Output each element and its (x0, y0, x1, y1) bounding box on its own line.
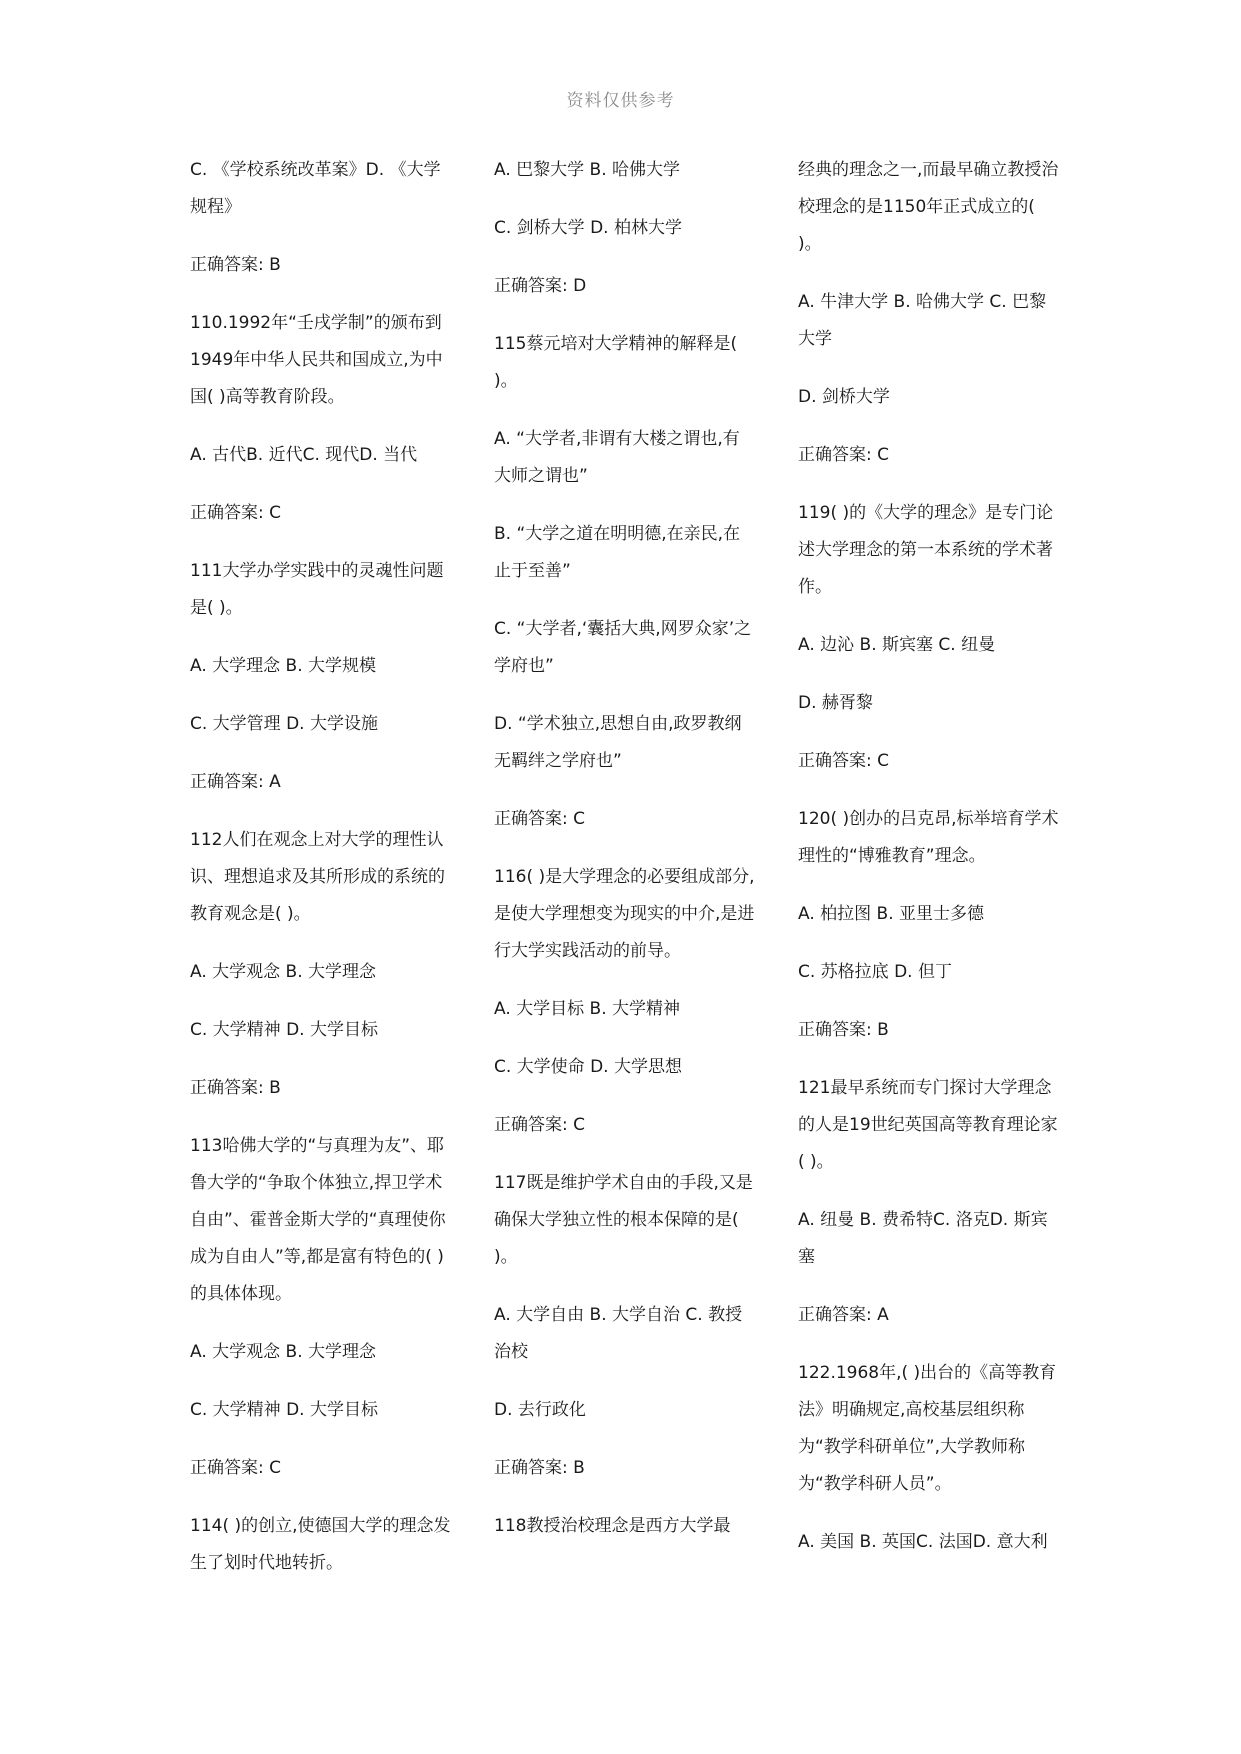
option-line: C. 大学精神 D. 大学目标 (190, 1020, 378, 1040)
question-text: 111大学办学实践中的灵魂性问题是( )。 (190, 561, 444, 618)
answer-line: 正确答案: B (190, 1078, 281, 1098)
question-text: 经典的理念之一,而最早确立教授治校理念的是1150年正式成立的( )。 (798, 160, 1059, 254)
option-line: C. 大学精神 D. 大学目标 (190, 1400, 378, 1420)
option-line: D. “学术独立,思想自由,政罗教纲无羁绊之学府也” (494, 714, 742, 771)
option-line: D. 剑桥大学 (798, 387, 890, 407)
answer-line: 正确答案: C (190, 503, 282, 523)
option-line: D. 去行政化 (494, 1400, 586, 1420)
answer-line: 正确答案: C (190, 1458, 282, 1478)
answer-line: 正确答案: B (494, 1458, 585, 1478)
answer-line: 正确答案: A (798, 1305, 889, 1325)
answer-line: 正确答案: D (494, 276, 587, 296)
question-text: 122.1968年,( )出台的《高等教育法》明确规定,高校基层组织称为“教学科研单位”,大学教师称为“教学科研人员”。 (798, 1363, 1057, 1494)
text-column-1 (190, 152, 452, 1603)
answer-line: 正确答案: A (190, 772, 281, 792)
option-line: A. 大学理念 B. 大学规模 (190, 656, 377, 676)
option-line: B. “大学之道在明明德,在亲民,在止于至善” (494, 524, 741, 581)
option-line: C. 苏格拉底 D. 但丁 (798, 962, 952, 982)
option-line: A. 纽曼 B. 费希特C. 洛克D. 斯宾塞 (798, 1210, 1048, 1267)
question-text: 119( )的《大学的理念》是专门论述大学理念的第一本系统的学术著作。 (798, 503, 1054, 597)
answer-line: 正确答案: B (190, 255, 281, 275)
option-line: A. 边沁 B. 斯宾塞 C. 纽曼 (798, 635, 996, 655)
question-text: 121最早系统而专门探讨大学理念的人是19世纪英国高等教育理论家( )。 (798, 1078, 1058, 1172)
option-line: A. 巴黎大学 B. 哈佛大学 (494, 160, 681, 180)
question-text: 116( )是大学理念的必要组成部分,是使大学理想变为现实的中介,是进行大学实践活动的前导。 (494, 867, 755, 961)
option-line: C. 《学校系统改革案》D. 《大学规程》 (190, 160, 441, 217)
option-line: A. 大学自由 B. 大学自治 C. 教授治校 (494, 1305, 743, 1362)
answer-line: 正确答案: C (494, 1115, 586, 1135)
option-line: A. 柏拉图 B. 亚里士多德 (798, 904, 985, 924)
question-text: 115蔡元培对大学精神的解释是( )。 (494, 334, 738, 391)
option-line: A. 大学目标 B. 大学精神 (494, 999, 681, 1019)
answer-line: 正确答案: C (798, 445, 890, 465)
option-line: C. 剑桥大学 D. 柏林大学 (494, 218, 682, 238)
question-text: 113哈佛大学的“与真理为友”、耶鲁大学的“争取个体独立,捍卫学术自由”、霍普金斯大学的“真理使你成为自由人”等,都是富有特色的( )的具体体现。 (190, 1136, 446, 1304)
answer-line: 正确答案: C (798, 751, 890, 771)
question-text: 118教授治校理念是西方大学最 (494, 1516, 731, 1536)
answer-line: 正确答案: B (798, 1020, 889, 1040)
answer-line: 正确答案: C (494, 809, 586, 829)
option-line: C. “大学者,‘囊括大典,网罗众家’之学府也” (494, 619, 752, 676)
text-column-3 (798, 152, 1060, 1582)
question-text: 112人们在观念上对大学的理性认识、理想追求及其所形成的系统的教育观念是( )。 (190, 830, 445, 924)
option-line: A. 大学观念 B. 大学理念 (190, 962, 377, 982)
option-line: A. 古代B. 近代C. 现代D. 当代 (190, 445, 418, 465)
option-line: A. 牛津大学 B. 哈佛大学 C. 巴黎大学 (798, 292, 1047, 349)
question-text: 110.1992年“壬戌学制”的颁布到1949年中华人民共和国成立,为中国( )高等教育阶段。 (190, 313, 443, 407)
question-text: 114( )的创立,使德国大学的理念发生了划时代地转折。 (190, 1516, 451, 1573)
option-line: D. 赫胥黎 (798, 693, 873, 713)
question-text: 117既是维护学术自由的手段,又是确保大学独立性的根本保障的是( )。 (494, 1173, 753, 1267)
question-text: 120( )创办的吕克昂,标举培育学术理性的“博雅教育”理念。 (798, 809, 1059, 866)
text-column-2 (494, 152, 756, 1566)
option-line: A. 大学观念 B. 大学理念 (190, 1342, 377, 1362)
option-line: A. “大学者,非谓有大楼之谓也,有大师之谓也” (494, 429, 740, 486)
page-header: 资料仅供参考 (566, 91, 675, 111)
option-line: A. 美国 B. 英国C. 法国D. 意大利 (798, 1532, 1048, 1552)
option-line: C. 大学使命 D. 大学思想 (494, 1057, 682, 1077)
option-line: C. 大学管理 D. 大学设施 (190, 714, 378, 734)
